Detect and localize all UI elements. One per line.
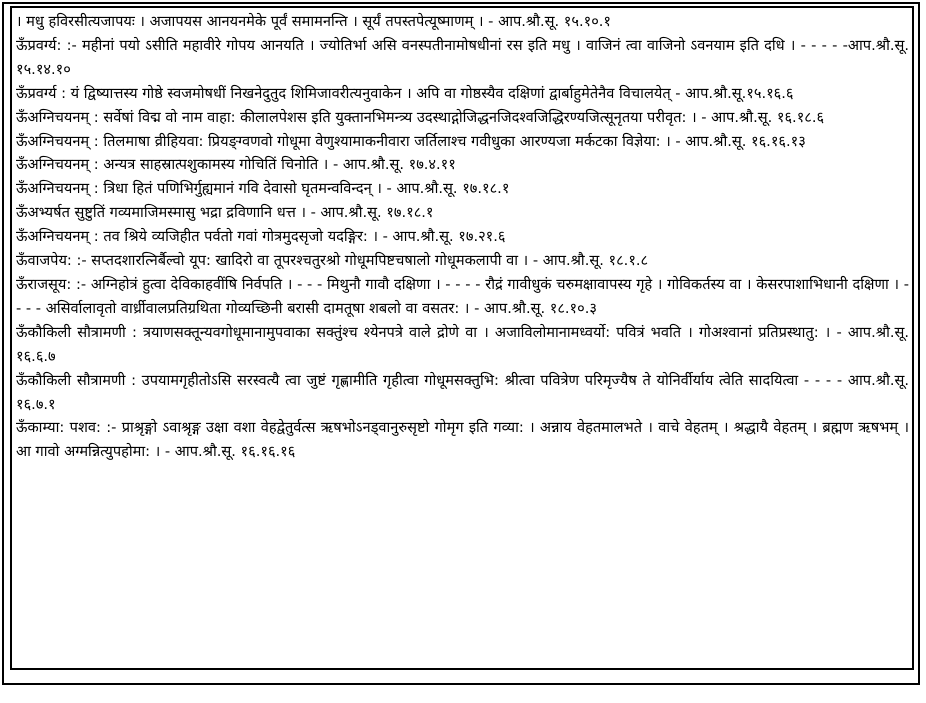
text-entry: ऊँअग्निचयनम् : तिलमाषा व्रीहियवा: प्रियङ्ग्वणवो गोधूमा वेणुश्यामाकनीवारा जर्तिलाश्च गवीधुका आरण्यजा मर्कटका विज्ञेया: । - आप.श्रौ.सू. १६.१६.१३ <box>16 132 806 150</box>
text-entry: ऊँअग्निचयनम् : अन्यत्र साहस्रात्पशुकामस्य गोचितिं चिनोति । - आप.श्रौ.सू. १७.४.११ <box>16 156 456 174</box>
text-entry: ऊँअग्निचयनम् : सर्वेषां विद्म वो नाम वाहा: कीलालपेशस इति युक्तानभिमन्त्र्य उदस्थाद्गोजिद्धनजिदश्वजिद्धिरण्यजित्सूनृतया परीवृत: । - आप.श्रौ.सू. १६.१८.६ <box>16 108 825 126</box>
text-entry: । मधु हविरसीत्यजापयः । अजापयस आनयनमेके पूर्वं समामनन्ति । सूर्यं तपस्तपेत्यूष्माणम् । - आप.श्रौ.सू. १५.१०.१ <box>16 13 612 30</box>
text-entry: ऊँकाम्या: पशव: :- प्राश्रृङ्गो ऽवाश्रृङ्ग उक्षा वशा वेहद्वेतुर्वत्स ऋषभोऽनड्वानुरुसृष्टो गोमृग इति गव्या: । अन्नाय वेहतमालभते । वाचे वेहतम् । श्रद्धायै वेहतम् । ब्रह्मण ऋषभम् । आ गावो अग्मन्नित्युपहोमा: । - आप.श्रौ.सू. १६.१६.१६ <box>16 419 909 461</box>
document-text-block <box>16 10 909 464</box>
text-entry: ऊँप्रवर्ग्य : यं द्विष्यात्तस्य गोष्ठे स्वजमोषधीं निखनेदुतुद शिमिजावरीत्यनुवाकेन । अपि वा गोष्ठस्यैव दक्षिणां द्वार्बाहुमेतेनैव विचालयेत् - आप.श्रौ.सू.१५.१६.६ <box>16 84 794 102</box>
text-entry: ऊँअग्निचयनम् : तव श्रिये व्यजिहीत पर्वतो गवां गोत्रमुदसृजो यदङ्गिर: । - आप.श्रौ.सू. १७.२१.६ <box>16 228 506 246</box>
text-entry: ऊँअग्निचयनम् : त्रिधा हितं पणिभिर्गुह्यमानं गवि देवासो घृतमन्वविन्दन् । - आप.श्रौ.सू. १७.१८.१ <box>16 180 510 198</box>
text-entry: ऊँप्रवर्ग्य: :- महीनां पयो ऽसीति महावीरे गोपय आनयति । ज्योतिर्भा असि वनस्पतीनामोषधीनां रस इति मधु । वाजिनं त्वा वाजिनो ऽवनयाम इति दधि । - - - - -आप.श्रौ.सू. १५.१४.१० <box>16 36 909 78</box>
text-entry: ऊँराजसूय: :- अग्निहोत्रं हुत्वा देविकाहवींषि निर्वपति । - - - मिथुनौ गावौ दक्षिणा । - - - - रौद्रं गावीधुकं चरुमक्षावापस्य गृहे । गोविकर्तस्य वा । केसरपाशाभिधानी दक्षिणा । - - - - असिर्वालावृतो वार्ध्रीवालप्रतिग्रथिता गोव्यच्छिनी बरासी दामतूषा शबलो वा वसतर: । - आप.श्रौ.सू. १८.१०.३ <box>16 275 909 317</box>
text-entry: ऊँवाजपेय: :- सप्तदशारत्निर्बैल्वो यूप: खादिरो वा तूपरश्चतुरश्रो गोधूमपिष्टचषालो गोधूमकलापी वा । - आप.श्रौ.सू. १८.१.८ <box>16 252 649 270</box>
text-entry: ऊँकौकिली सौत्रामणी : उपयामगृहीतोऽसि सरस्वत्यै त्वा जुष्टं गृह्णामीति गृहीत्वा गोधूमसक्तुभि: श्रीत्वा पवित्रेण परिमृज्यैष ते योनिर्वीर्याय त्वेति सादयित्वा - - - - आप.श्रौ.सू. १६.७.१ <box>16 371 909 413</box>
text-entry: ऊँकौकिली सौत्रामणी : त्रयाणसक्तून्यवगोधूमानामुपवाका सक्तुंश्च श्येनपत्रे वाले द्रोणे वा । अजाविलोमानामध्वर्यो: पवित्रं भवति । गोअश्वानां प्रतिप्रस्थातु: । - आप.श्रौ.सू. १६.६.७ <box>16 323 909 365</box>
text-entry: ऊँअभ्यर्षत सुष्टुतिं गव्यमाजिमस्मासु भद्रा द्रविणानि धत्त । - आप.श्रौ.सू. १७.१८.१ <box>16 204 434 222</box>
